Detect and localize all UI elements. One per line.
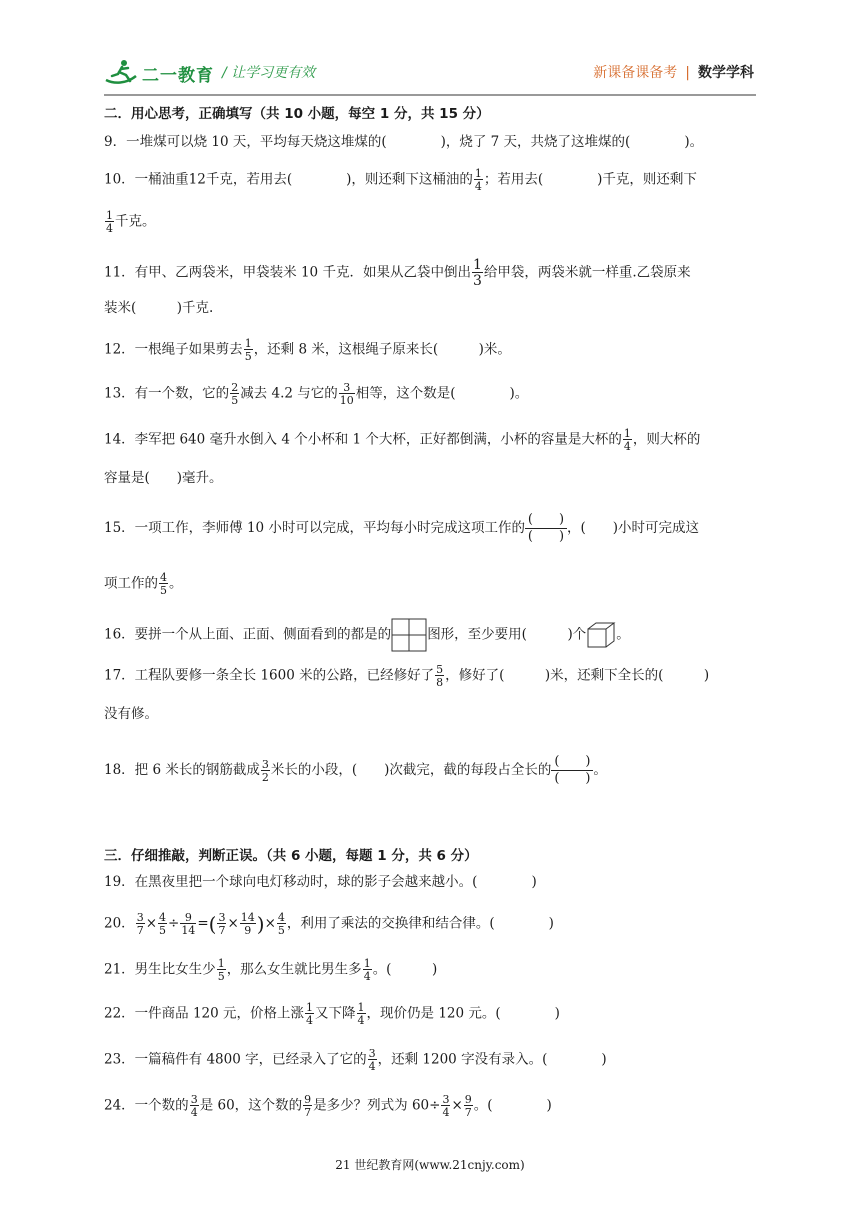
q24-text-a: 24．一个数的 xyxy=(104,1097,189,1114)
q13-text-a: 13．有一个数，它的 xyxy=(104,385,230,402)
q21-text-b: ，那么女生就比男生多 xyxy=(226,961,362,978)
q17-text-b: ，修好了( )米，还剩下全长的( ) xyxy=(445,667,710,684)
q13-text-b: 减去 4.2 与它的 xyxy=(240,385,338,402)
fraction: $\frac{1}{5}$ xyxy=(244,337,252,363)
q15-text-a: 15．一项工作，李师傅 10 小时可以完成，平均每小时完成这项工作的 xyxy=(104,520,525,536)
page-header xyxy=(0,0,860,100)
q18-text-a: 18．把 6 米长的钢筋截成 xyxy=(104,762,260,778)
question-20 xyxy=(104,912,554,936)
q10-text-b: ；若用去( )千克，则还剩下 xyxy=(483,171,697,188)
fraction: $\frac{4}{5}$ xyxy=(159,911,166,937)
fraction: $\frac{1}{4}$ xyxy=(357,1001,365,1027)
q24-text-c: 是多少？列式为 60÷ xyxy=(313,1097,441,1114)
q22-text-b: 又下降 xyxy=(315,1005,356,1022)
q23-text-a: 23．一篇稿件有 4800 字，已经录入了它的 xyxy=(104,1051,367,1068)
question-19: 19．在黑夜里把一个球向电灯移动时，球的影子会越来越小。( ) xyxy=(104,874,537,890)
q12-text-a: 12．一根绳子如果剪去 xyxy=(104,341,243,358)
question-10 xyxy=(104,168,697,192)
header-separator: | xyxy=(685,65,690,81)
question-21 xyxy=(104,958,437,982)
question-15-cont xyxy=(104,572,183,596)
fraction: $\frac{9}{14}$ xyxy=(181,911,196,937)
blank-fraction[interactable]: ( ) ( ) xyxy=(525,512,567,545)
question-22 xyxy=(104,1002,560,1026)
question-18 xyxy=(104,754,607,787)
q15-text-c: 项工作的 xyxy=(104,575,158,592)
fraction: $\frac{3}{7}$ xyxy=(136,911,144,937)
q11-text-b: 给甲袋，两袋米就一样重.乙袋原来 xyxy=(483,264,691,281)
header-rule xyxy=(104,94,756,96)
q18-text-b: 米长的小段，( )次截完，截的每段占全长的 xyxy=(270,762,552,778)
q20-text-b: ，利用了乘法的交换律和结合律。( ) xyxy=(286,915,554,932)
subject-label: 数学学科 xyxy=(698,65,754,81)
question-24 xyxy=(104,1094,552,1118)
fraction: $\frac{1}{4}$ xyxy=(474,167,482,193)
q14-text-a: 14．李军把 640 毫升水倒入 4 个小杯和 1 个大杯，正好都倒满，小杯的容量是大杯的 xyxy=(104,431,622,448)
q24-text-e: 。( ) xyxy=(473,1097,552,1114)
q24-text-d: × xyxy=(451,1097,463,1114)
q23-text-b: ，还剩 1200 字没有录入。( ) xyxy=(377,1051,607,1068)
q10-text-a: 10．一桶油重12千克，若用去( )，则还剩下这桶油的 xyxy=(104,171,473,188)
question-11-cont: 装米( )千克. xyxy=(104,300,214,316)
square-grid-icon xyxy=(391,618,427,652)
fraction: $\frac{1}{4}$ xyxy=(106,209,113,235)
fraction: $\frac{3}{4}$ xyxy=(190,1093,198,1119)
section-three-title: 三．仔细推敲，判断正误。（共 6 小题，每题 1 分，共 6 分） xyxy=(104,848,478,864)
fraction: $\frac{1}{4}$ xyxy=(623,427,631,453)
q16-text-c: 。 xyxy=(616,626,630,643)
div-sign: ÷ xyxy=(168,915,180,932)
q22-text-a: 22．一件商品 120 元，价格上涨 xyxy=(104,1005,305,1022)
cube-icon xyxy=(586,621,616,649)
question-14-cont: 容量是( )毫升。 xyxy=(104,470,223,486)
times-sign: × xyxy=(264,915,276,932)
fraction: $\frac{3}{2}$ xyxy=(261,757,269,784)
times-sign: × xyxy=(227,915,239,932)
header-right xyxy=(593,62,754,82)
right-paren: ) xyxy=(256,912,265,936)
question-16 xyxy=(104,618,630,652)
question-14 xyxy=(104,428,700,452)
q16-text-b: 图形，至少要用( )个 xyxy=(427,626,587,643)
question-15 xyxy=(104,512,699,545)
q15-text-d: 。 xyxy=(169,575,183,592)
blank-fraction[interactable]: ( ) ( ) xyxy=(551,754,593,787)
fraction: $\frac{9}{7}$ xyxy=(304,1093,312,1119)
q17-text-a: 17．工程队要修一条全长 1600 米的公路，已经修好了 xyxy=(104,667,435,684)
slogan: / 让学习更有效 xyxy=(222,65,316,81)
logo-text: 二一教育 xyxy=(142,65,214,86)
q21-text-a: 21．男生比女生少 xyxy=(104,961,216,978)
fraction: $\frac{4}{5}$ xyxy=(160,571,167,597)
runner-logo-icon xyxy=(104,58,138,88)
question-13 xyxy=(104,382,528,406)
question-9: 9．一堆煤可以烧 10 天，平均每天烧这堆煤的( )，烧了 7 天，共烧了这堆煤的( )。 xyxy=(104,134,704,150)
question-11 xyxy=(104,258,691,288)
fraction: $\frac{2}{5}$ xyxy=(231,381,239,407)
page-footer: 21 世纪教育网(www.21cnjy.com) xyxy=(335,1158,525,1172)
fraction: $\frac{5}{8}$ xyxy=(436,663,444,689)
q22-text-c: ，现价仍是 120 元。( ) xyxy=(366,1005,560,1022)
question-12 xyxy=(104,338,511,362)
q15-text-b: ，( )小时可完成这 xyxy=(566,520,699,536)
q11-text-a: 11．有甲、乙两袋米，甲袋装米 10 千克．如果从乙袋中倒出 xyxy=(104,264,471,281)
fraction: $\frac{1}{4}$ xyxy=(363,957,371,983)
fraction: $\frac{3}{10}$ xyxy=(339,381,354,407)
question-23 xyxy=(104,1048,607,1072)
q24-text-b: 是 60，这个数的 xyxy=(199,1097,303,1114)
fraction: $\frac{1}{3}$ xyxy=(472,257,482,289)
fraction: $\frac{14}{9}$ xyxy=(240,911,255,937)
q20-text-a: 20． xyxy=(104,915,135,932)
fraction: $\frac{3}{4}$ xyxy=(442,1093,450,1119)
fraction: $\frac{4}{5}$ xyxy=(277,911,285,937)
q21-text-c: 。( ) xyxy=(372,961,438,978)
fraction: $\frac{3}{7}$ xyxy=(218,911,226,937)
section-two-title: 二．用心思考，正确填写（共 10 小题，每空 1 分，共 15 分） xyxy=(104,106,490,122)
header-tag: 新课备课备考 xyxy=(593,65,678,81)
fraction: $\frac{1}{4}$ xyxy=(306,1001,314,1027)
q13-text-c: 相等，这个数是( )。 xyxy=(355,385,529,402)
times-sign: × xyxy=(145,915,157,932)
fraction: $\frac{3}{4}$ xyxy=(368,1047,376,1073)
q16-text-a: 16．要拼一个从上面、正面、侧面看到的都是的 xyxy=(104,626,392,643)
fraction: $\frac{9}{7}$ xyxy=(464,1093,472,1119)
q10-text-c: 千克。 xyxy=(115,213,156,230)
q12-text-b: ，还剩 8 米，这根绳子原来长( )米。 xyxy=(253,341,511,358)
left-paren: ( xyxy=(208,912,217,936)
eq-sign: = xyxy=(197,915,209,932)
q18-text-c: 。 xyxy=(593,762,607,778)
q14-text-b: ，则大杯的 xyxy=(632,431,701,448)
fraction: $\frac{1}{5}$ xyxy=(217,957,225,983)
question-17-cont: 没有修。 xyxy=(104,706,158,722)
question-17 xyxy=(104,664,709,688)
question-10-cont xyxy=(104,210,156,234)
logo xyxy=(104,56,214,90)
